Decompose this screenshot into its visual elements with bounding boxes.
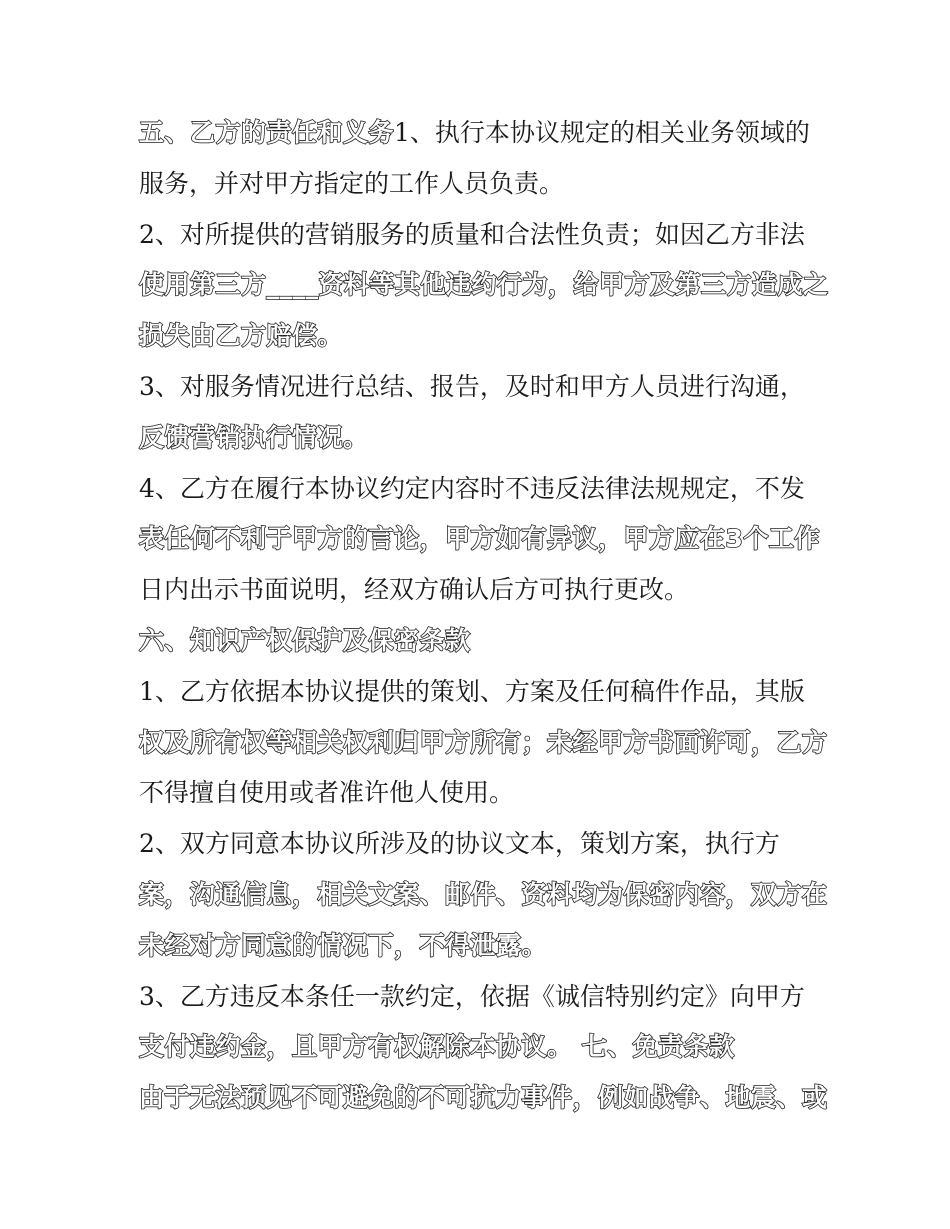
text-line	[139, 159, 819, 210]
text-line	[139, 972, 819, 1023]
outlined-text-segment: 由于无法预见不可避免的不可抗力事件，例如战争、地震、或	[139, 1083, 828, 1113]
text-line	[139, 667, 819, 718]
text-line	[139, 108, 819, 159]
text-line	[139, 718, 828, 769]
text-line	[139, 616, 819, 667]
text-segment: 1、乙方依据本协议提供的策划、方案及任何稿件作品，其版	[139, 676, 805, 706]
text-line	[139, 565, 819, 616]
text-line	[139, 1022, 819, 1073]
text-segment: 不得擅自使用或者准许他人使用。	[139, 778, 515, 808]
outlined-text-segment: 损失由乙方赔偿。	[139, 321, 344, 351]
outlined-text-segment: 支付违约金，且甲方有权解除本协议。 七、免责条款	[139, 1032, 735, 1062]
text-segment: 2、对所提供的营销服务的质量和合法性负责；如因乙方非法	[139, 219, 805, 249]
outlined-text-segment: 表任何不利于甲方的言论，甲方如有异议，甲方应在3个工作	[139, 524, 820, 554]
outlined-text-segment: 案，沟通信息，相关文案、邮件、资料均为保密内容，双方在	[139, 879, 828, 909]
text-line	[139, 768, 819, 819]
outlined-text-segment: 六、知识产权保护及保密条款	[139, 625, 471, 655]
text-segment: 1、执行本协议规定的相关业务领域的	[394, 118, 810, 147]
text-segment: 3、乙方违反本条任一款约定，依据《诚信特别约定》向甲方	[139, 981, 805, 1011]
text-segment: 3、对服务情况进行总结、报告，及时和甲方人员进行沟通，	[139, 371, 805, 401]
text-line	[139, 514, 819, 565]
document-body	[139, 108, 829, 1124]
text-segment: 2、双方同意本协议所涉及的协议文本，策划方案，执行方	[139, 829, 780, 859]
text-line	[139, 260, 829, 311]
text-segment: 服务，并对甲方指定的工作人员负责。	[139, 168, 565, 198]
text-segment: 日内出示书面说明，经双方确认后方可执行更改。	[139, 575, 690, 605]
text-line	[139, 362, 819, 413]
outlined-text-segment: 权及所有权等相关权利归甲方所有；未经甲方书面许可，乙方	[139, 727, 828, 757]
text-line	[139, 210, 819, 261]
text-line	[139, 870, 828, 921]
outlined-text-segment: 未经对方同意的情况下，不得泄露。	[139, 930, 548, 960]
text-line	[139, 464, 819, 515]
outlined-text-segment: 反馈营销执行情况。	[139, 422, 369, 452]
text-line	[139, 819, 819, 870]
text-line	[139, 413, 819, 464]
text-line	[139, 921, 819, 972]
text-line	[139, 1073, 828, 1124]
outlined-text-segment: 使用第三方____资料等其他违约行为，给甲方及第三方造成之	[139, 270, 829, 300]
text-line	[139, 311, 819, 362]
outlined-text-segment: 五、乙方的责任和义务	[139, 118, 395, 147]
text-segment: 4、乙方在履行本协议约定内容时不违反法律法规规定，不发	[139, 473, 805, 503]
